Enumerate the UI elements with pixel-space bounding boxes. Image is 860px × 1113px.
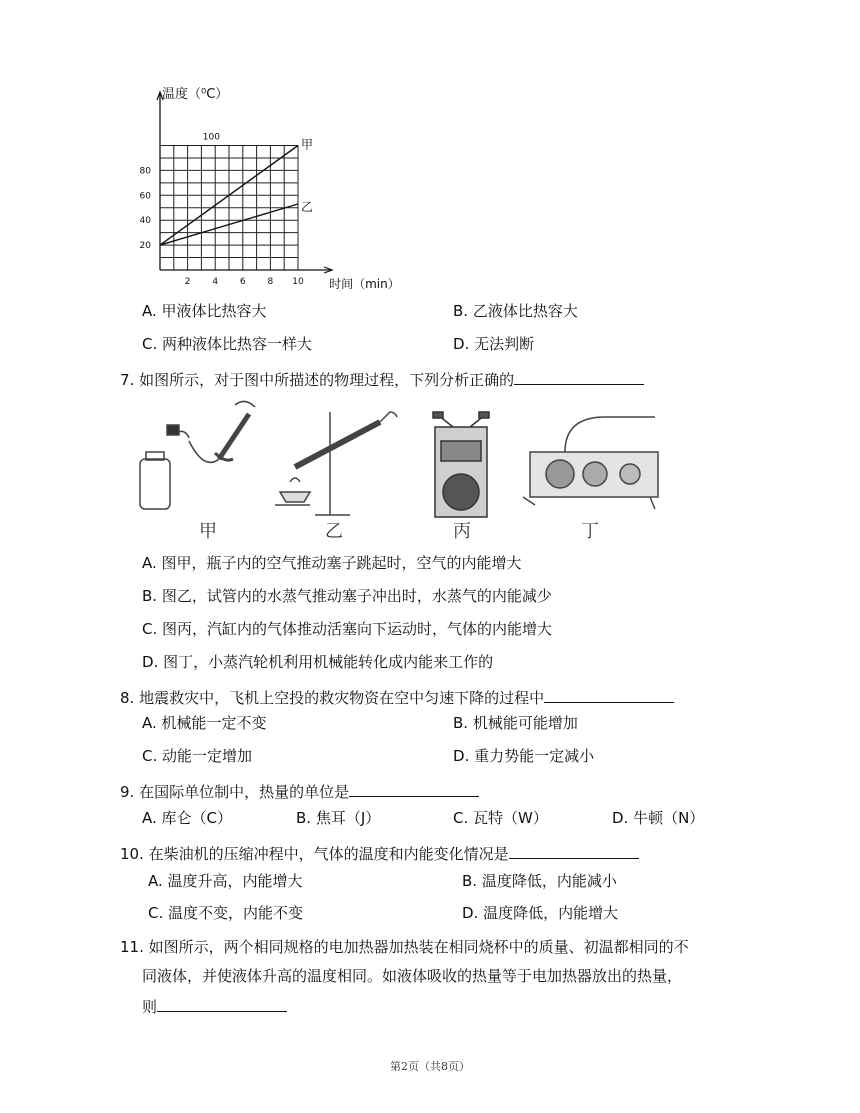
q7-figure-drawing — [135, 397, 663, 542]
answer-blank[interactable] — [514, 368, 644, 385]
q10-option-c[interactable]: C. 温度不变，内能不变 — [148, 904, 304, 922]
q7-option-b[interactable]: B. 图乙，试管内的水蒸气推动塞子冲出时，水蒸气的内能减少 — [142, 587, 552, 605]
y-tick-label: 40 — [139, 216, 151, 227]
x-tick-label: 4 — [212, 277, 219, 287]
x-tick-label: 8 — [267, 277, 274, 287]
caption-jia: 甲 — [199, 521, 217, 542]
temperature-time-chart — [139, 78, 410, 296]
q7-option-a[interactable]: A. 图甲，瓶子内的空气推动塞子跳起时，空气的内能增大 — [142, 554, 522, 572]
q9-stem: 9. 在国际单位制中，热量的单位是 — [120, 780, 479, 802]
caption-yi: 乙 — [325, 521, 343, 542]
y-axis-label: 温度（⁰C） — [162, 87, 229, 102]
q9-option-c[interactable]: C. 瓦特（W） — [453, 809, 548, 827]
q7-stem: 7. 如图所示，对于图中所描述的物理过程，下列分析正确的 — [120, 368, 644, 390]
engine-cylinder-illustration — [433, 412, 489, 517]
caption-bing: 丙 — [453, 521, 471, 542]
y-tick-label: 80 — [139, 166, 151, 177]
q8-option-b[interactable]: B. 机械能可能增加 — [453, 714, 578, 732]
x-tick-label: 2 — [184, 277, 191, 287]
series-jia-label: 甲 — [301, 137, 314, 152]
x-axis-label: 时间（min） — [329, 277, 400, 291]
q10-stem: 10. 在柴油机的压缩冲程中，气体的温度和内能变化情况是 — [120, 842, 639, 864]
q11-line-1: 11. 如图所示，两个相同规格的电加热器加热装在相同烧杯中的质量、初温都相同的不 — [120, 938, 689, 956]
q6-option-d[interactable]: D. 无法判断 — [453, 335, 535, 353]
q9-option-a[interactable]: A. 库仑（C） — [142, 809, 233, 827]
y-tick-label: 60 — [139, 191, 151, 202]
y-tick-label: 20 — [139, 241, 151, 252]
series-yi-label: 乙 — [301, 200, 314, 215]
answer-blank[interactable] — [157, 995, 287, 1012]
q7-option-c[interactable]: C. 图丙，汽缸内的气体推动活塞向下运动时，气体的内能增大 — [142, 620, 553, 638]
answer-blank[interactable] — [349, 780, 479, 797]
x-tick-label: 6 — [239, 277, 246, 287]
chart-label-100: 100 — [202, 132, 220, 143]
q11-line-2: 同液体，并使液体升高的温度相同。如液体吸收的热量等于电加热器放出的热量， — [142, 967, 683, 985]
q10-option-b[interactable]: B. 温度降低，内能减小 — [462, 872, 617, 890]
q8-option-a[interactable]: A. 机械能一定不变 — [142, 714, 267, 732]
q6-option-b[interactable]: B. 乙液体比热容大 — [453, 302, 578, 320]
chart-series — [160, 138, 313, 246]
q8-stem: 8. 地震救灾中，飞机上空投的救灾物资在空中匀速下降的过程中 — [120, 686, 674, 708]
q9-option-d[interactable]: D. 牛顿（N） — [612, 809, 705, 827]
chart-grid — [160, 146, 298, 271]
q8-option-c[interactable]: C. 动能一定增加 — [142, 747, 253, 765]
q10-option-d[interactable]: D. 温度降低，内能增大 — [462, 904, 619, 922]
q11-line-3: 则 — [142, 995, 287, 1017]
answer-blank[interactable] — [509, 842, 639, 859]
q6-option-a[interactable]: A. 甲液体比热容大 — [142, 302, 267, 320]
q8-option-d[interactable]: D. 重力势能一定减小 — [453, 747, 595, 765]
q9-option-b[interactable]: B. 焦耳（J） — [296, 809, 381, 827]
answer-blank[interactable] — [544, 686, 674, 703]
q10-option-a[interactable]: A. 温度升高，内能增大 — [148, 872, 303, 890]
page-footer: 第2页（共8页） — [390, 1060, 470, 1073]
q7-option-d[interactable]: D. 图丁，小蒸汽轮机利用机械能转化成内能来工作的 — [142, 653, 494, 671]
x-tick-label: 10 — [292, 277, 304, 287]
caption-ding: 丁 — [581, 521, 599, 542]
q6-option-c[interactable]: C. 两种液体比热容一样大 — [142, 335, 313, 353]
q7-figure — [135, 397, 663, 542]
